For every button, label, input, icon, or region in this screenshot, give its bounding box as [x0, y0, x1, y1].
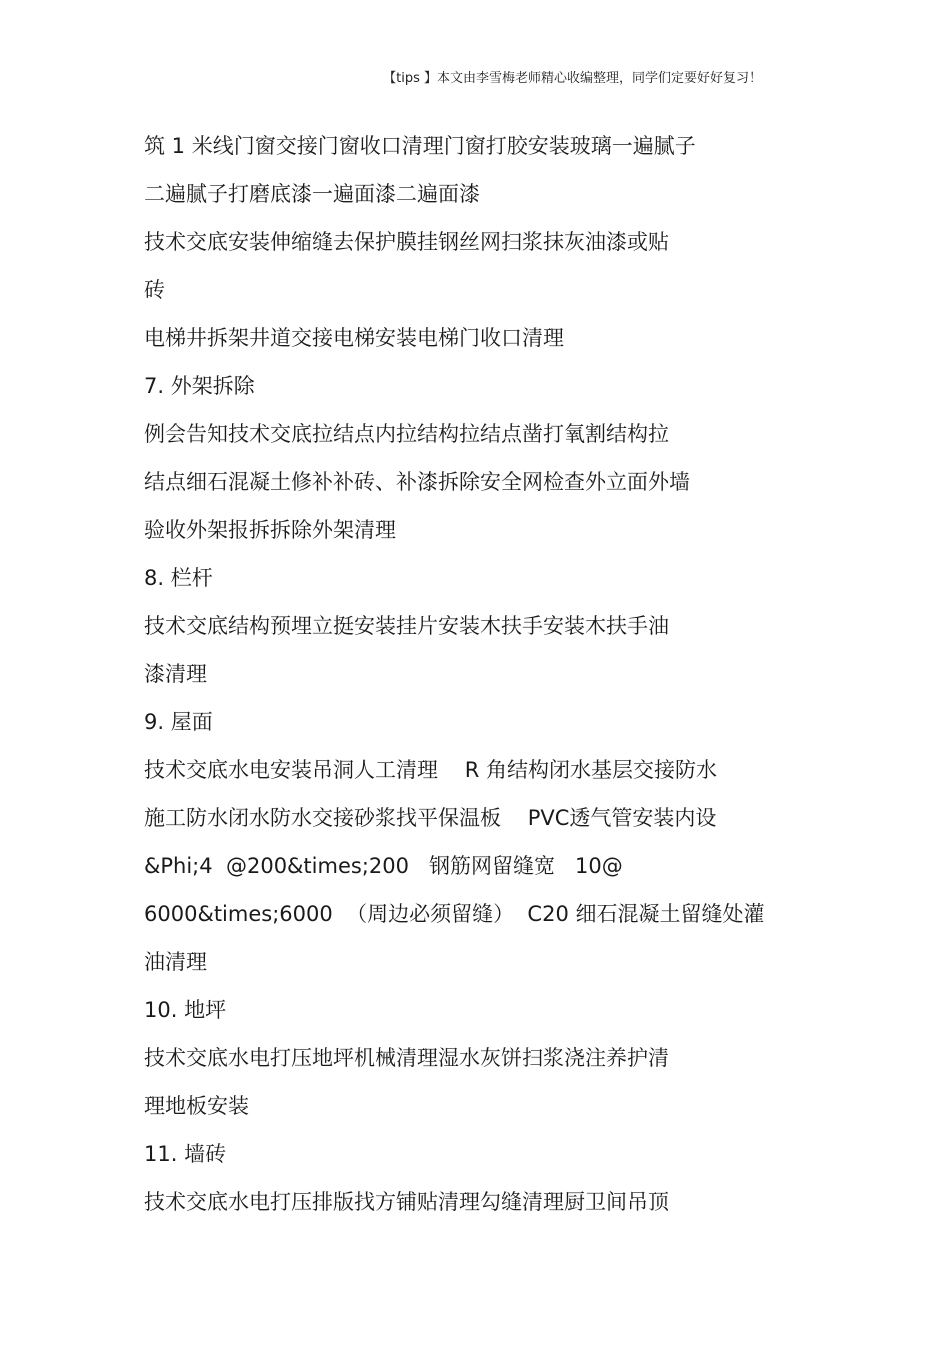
text-line: 验收外架报拆拆除外架清理: [144, 518, 396, 542]
text-line: 漆清理: [144, 662, 207, 686]
text-line: 技术交底水电打压地坪机械清理湿水灰饼扫浆浇注养护清: [144, 1046, 669, 1070]
section-heading: 8. 栏杆: [144, 566, 213, 590]
section-heading: 10. 地坪: [144, 998, 227, 1022]
text-line: 筑 1 米线门窗交接门窗收口清理门窗打胶安装玻璃一遍腻子: [144, 134, 696, 158]
text-line: 结点细石混凝土修补补砖、补漆拆除安全网检查外立面外墙: [144, 470, 690, 494]
text-line: 油清理: [144, 950, 207, 974]
section-heading: 7. 外架拆除: [144, 374, 255, 398]
text-line: 施工防水闭水防水交接砂浆找平保温板 PVC透气管安装内设: [144, 806, 717, 830]
document-body: [144, 128, 844, 1232]
header-tip: 【tips 】本文由李雪梅老师精心收编整理，同学们定要好好复习！: [383, 71, 762, 86]
section-heading: 11. 墙砖: [144, 1142, 227, 1166]
text-line: 例会告知技术交底拉结点内拉结构拉结点凿打氧割结构拉: [144, 422, 669, 446]
text-line: 理地板安装: [144, 1094, 249, 1118]
text-line: 技术交底水电打压排版找方铺贴清理勾缝清理厨卫间吊顶: [144, 1190, 669, 1214]
text-line: 砖: [144, 278, 165, 302]
text-line: 技术交底水电安装吊洞人工清理 R 角结构闭水基层交接防水: [144, 758, 717, 782]
text-line: 技术交底结构预埋立挺安装挂片安装木扶手安装木扶手油: [144, 614, 669, 638]
text-line: 电梯井拆架井道交接电梯安装电梯门收口清理: [144, 326, 564, 350]
section-heading: 9. 屋面: [144, 710, 213, 734]
text-line: 二遍腻子打磨底漆一遍面漆二遍面漆: [144, 182, 480, 206]
text-line: 6000&times;6000 （周边必须留缝） C20 细石混凝土留缝处灌: [144, 902, 765, 926]
text-line: &Phi;4 @200&times;200 钢筋网留缝宽 10@: [144, 854, 623, 878]
text-line: 技术交底安装伸缩缝去保护膜挂钢丝网扫浆抹灰油漆或贴: [144, 230, 669, 254]
